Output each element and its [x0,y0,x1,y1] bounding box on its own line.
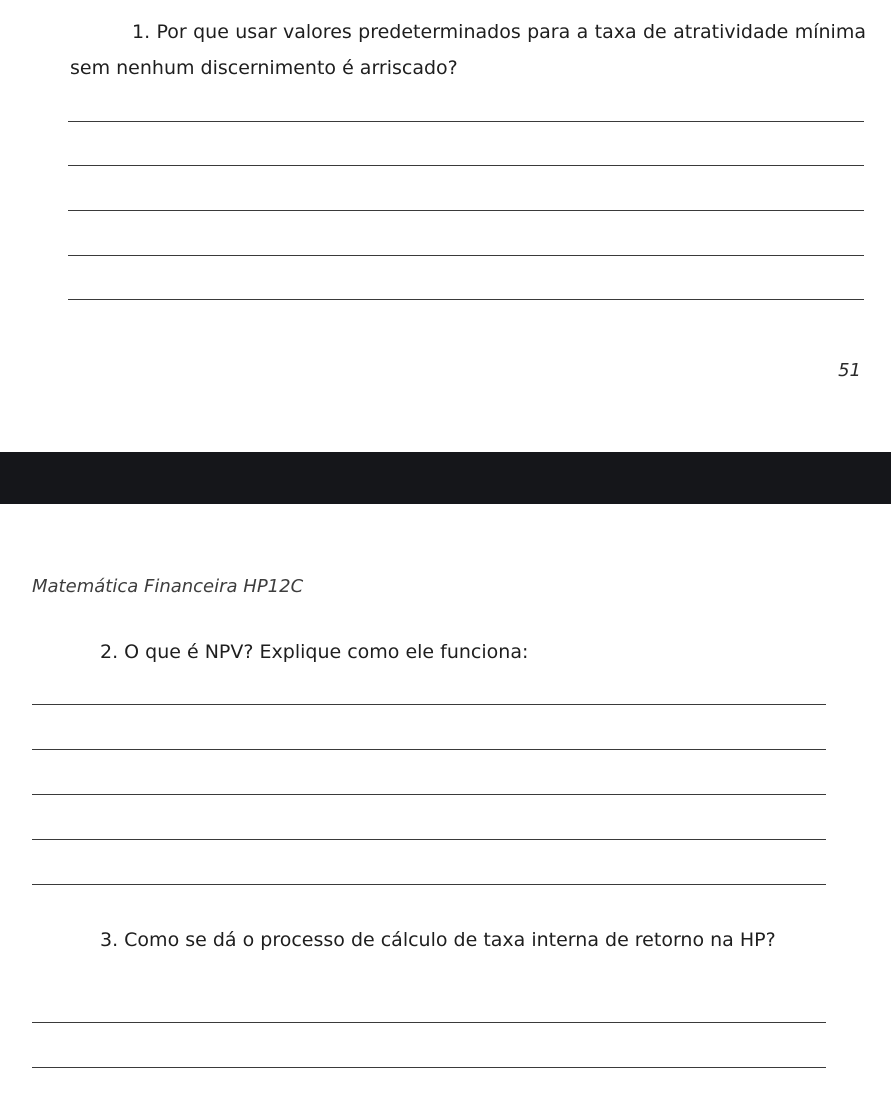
question-2-text: 2. O que é NPV? Explique como ele funciona: [100,641,529,663]
answer-line[interactable] [68,165,864,166]
answer-line[interactable] [32,1022,826,1023]
answer-line[interactable] [32,794,826,795]
question-3-text: 3. Como se dá o processo de cálculo de taxa interna de retorno na HP? [100,929,776,951]
answer-line[interactable] [32,839,826,840]
page-top [0,0,891,452]
page-gap-band [0,452,891,504]
answer-line[interactable] [68,210,864,211]
answer-line[interactable] [68,255,864,256]
answer-line[interactable] [32,1067,826,1068]
page-bottom [0,504,891,1108]
question-1-text: 1. Por que usar valores predeterminados para a taxa de atratividade mínima sem nenhum discernimento é arriscado? [70,21,866,79]
answer-line[interactable] [68,299,864,300]
answer-line[interactable] [32,749,826,750]
answer-line[interactable] [32,704,826,705]
answer-line[interactable] [68,121,864,122]
running-header: Matemática Financeira HP12C [32,576,304,597]
answer-line[interactable] [32,884,826,885]
page-number: 51 [838,360,861,381]
